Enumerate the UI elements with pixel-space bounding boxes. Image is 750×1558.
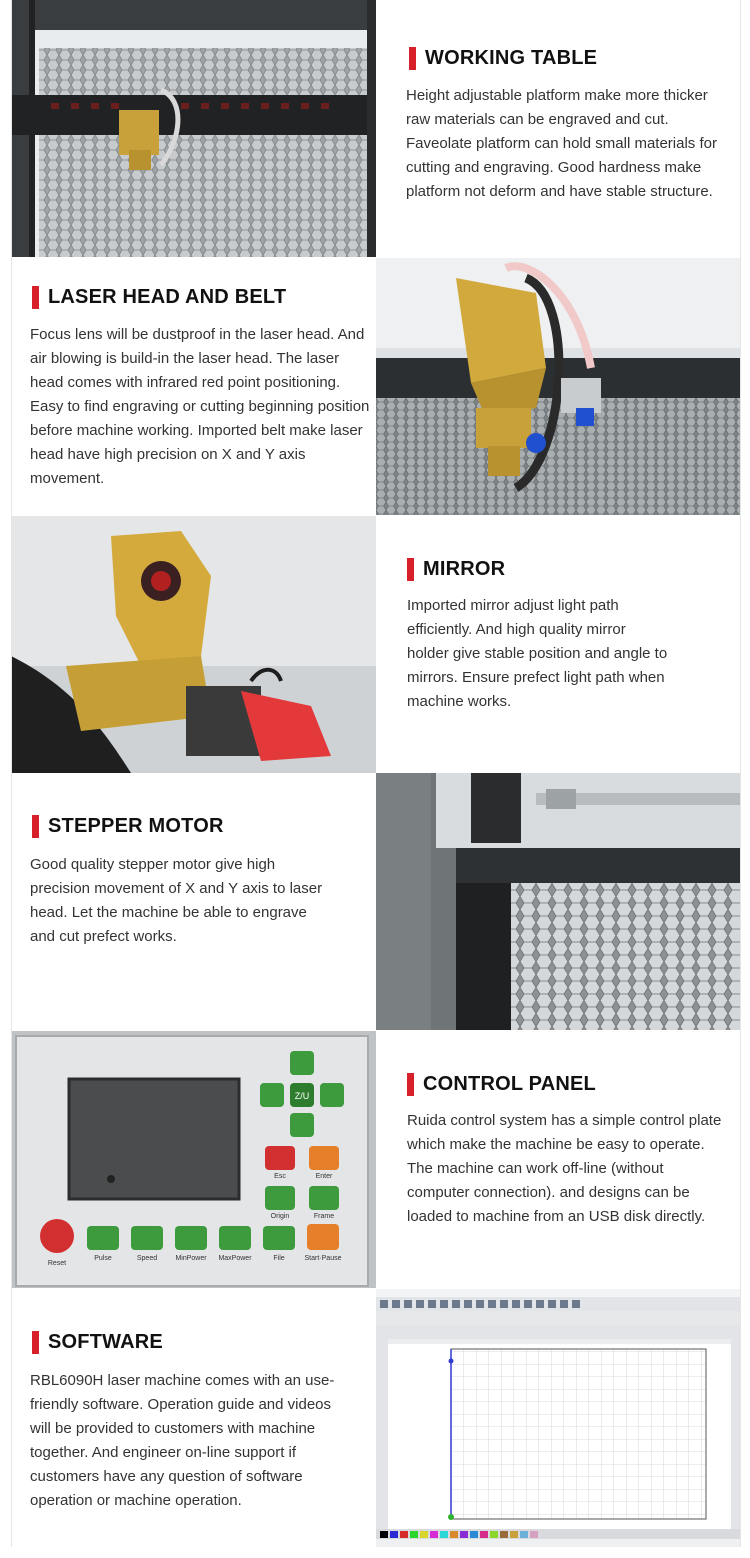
section-title: WORKING TABLE [425, 47, 598, 69]
section-heading [409, 47, 597, 70]
section-description: RBL6090H laser machine comes with an use-friendly software. Operation guide and videos will be provided to customers with machine together. And engineer on-line support if customers have any question of software operation or machine operation. [30, 1372, 335, 1509]
stepper-motor-photo [376, 773, 741, 1030]
mirror-text-panel [376, 516, 741, 773]
software-text-panel [11, 1289, 376, 1547]
page-border-right [740, 0, 741, 1547]
section-control-panel [11, 1031, 741, 1288]
center-key-label: Z/U [294, 1091, 310, 1101]
esc-label: Esc [274, 1173, 286, 1180]
control-panel-text-panel [376, 1031, 741, 1288]
section-heading [407, 558, 505, 581]
section-software [11, 1289, 741, 1547]
heading-accent-bar [32, 1331, 39, 1354]
frame-label: Frame [313, 1213, 335, 1220]
minpower-label: MinPower [175, 1255, 207, 1262]
section-description: Imported mirror adjust light path efficiently. And high quality mirror holder give stable position and angle to mirrors. Ensure prefect light path when machine works. [407, 597, 668, 710]
pulse-label: Pulse [94, 1255, 112, 1262]
reset-label: Reset [47, 1260, 67, 1267]
section-heading [32, 286, 286, 309]
start-pause-label: Start·Pause [304, 1255, 342, 1262]
control-panel-photo [11, 1031, 376, 1288]
section-laser-head [11, 258, 741, 515]
laser-head-text-panel [11, 258, 376, 515]
section-heading [32, 1331, 163, 1354]
section-heading [407, 1073, 596, 1096]
section-title: LASER HEAD AND BELT [48, 286, 287, 308]
file-label: File [273, 1255, 285, 1262]
heading-accent-bar [407, 558, 414, 581]
speed-label: Speed [136, 1255, 158, 1262]
heading-accent-bar [32, 815, 39, 838]
section-description: Height adjustable platform make more thicker raw materials can be engraved and cut. Faveolate platform can hold small materials for cutting and engraving. Good hardness make platform not deform and have stable structure. [406, 87, 717, 200]
section-description: Focus lens will be dustproof in the laser head. And air blowing is build-in the laser head. The laser head comes with infrared red point positioning. Easy to find engraving or cutting beginning position before machine working. Imported belt make laser head have high precision on X and Y axis movement. [30, 326, 370, 487]
stepper-motor-text-panel [11, 773, 376, 1030]
laser-head-photo [376, 258, 741, 515]
origin-label: Origin [270, 1213, 290, 1220]
mirror-photo [11, 516, 376, 773]
section-stepper-motor [11, 773, 741, 1030]
section-title: SOFTWARE [48, 1331, 163, 1353]
product-feature-page [11, 0, 741, 1558]
section-description: Ruida control system has a simple control plate which make the machine be easy to operate. The machine can work off-line (without computer connection). and designs can be loaded to machine from an USB disk directly. [407, 1112, 722, 1225]
page-border-left [11, 0, 12, 1547]
section-heading [32, 815, 224, 838]
section-mirror [11, 516, 741, 773]
heading-accent-bar [32, 286, 39, 309]
section-title: MIRROR [423, 558, 506, 580]
working-table-photo [11, 0, 376, 257]
section-title: CONTROL PANEL [423, 1073, 596, 1095]
heading-accent-bar [407, 1073, 414, 1096]
maxpower-label: MaxPower [218, 1255, 252, 1262]
software-screenshot [376, 1289, 741, 1547]
heading-accent-bar [409, 47, 416, 70]
enter-label: Enter [315, 1173, 333, 1180]
section-description: Good quality stepper motor give high precision movement of X and Y axis to laser head. Let the machine be able to engrave and cut prefect works. [30, 856, 323, 945]
working-table-text-panel [376, 0, 741, 257]
section-working-table [11, 0, 741, 257]
section-title: STEPPER MOTOR [48, 815, 224, 837]
